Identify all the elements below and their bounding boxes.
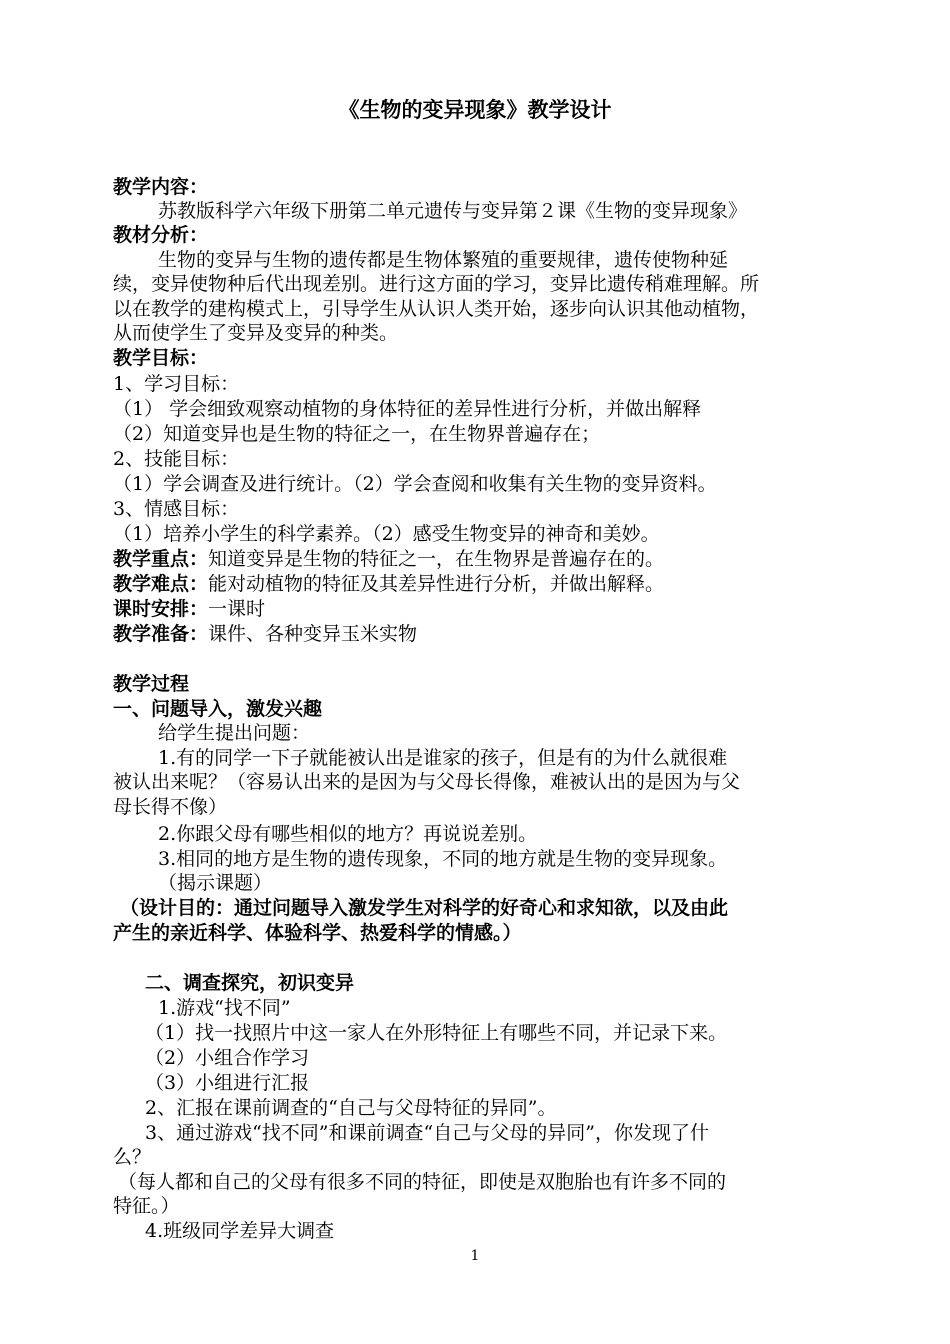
difficulty-text: 能对动植物的特征及其差异性进行分析，并做出解释。: [208, 573, 665, 595]
section2-line: （每人都和自己的父母有很多不同的特征，即使是双胞胎也有许多不同的: [118, 1171, 727, 1193]
section1-title: 一、问题导入，激发兴趣: [113, 698, 323, 720]
analysis-line: 生物的变异与生物的遗传都是生物体繁殖的重要规律，遗传使物种延: [158, 249, 729, 271]
section2-line: （3）小组进行汇报: [145, 1072, 310, 1094]
page-number: 1: [470, 1248, 480, 1264]
section1-line: 母长得不像）: [113, 796, 228, 818]
section2-line: 1.游戏“找不同”: [158, 997, 291, 1019]
difficulty-label: 教学难点：: [113, 573, 209, 595]
analysis-label: 教材分析：: [113, 224, 209, 246]
goals-line: （1） 学会细致观察动植物的身体特征的差异性进行分析，并做出解释: [113, 398, 702, 420]
section2-line: 4.班级同学差异大调查: [145, 1220, 335, 1242]
section1-line: 2.你跟父母有哪些相似的地方？再说说差别。: [158, 823, 538, 845]
section2-line: 特征。）: [113, 1195, 180, 1217]
content-label: 教学内容：: [113, 176, 209, 198]
key-point-row: [113, 547, 853, 571]
analysis-line: 续，变异使物种后代出现差别。进行这方面的学习，变异比遗传稍难理解。所: [113, 273, 760, 295]
section1-line: （揭示课题）: [158, 872, 273, 894]
page-title: 《生物的变异现象》教学设计: [338, 97, 612, 122]
goals-line: 2、技能目标：: [113, 448, 240, 470]
section1-line: 3.相同的地方是生物的遗传现象，不同的地方就是生物的变异现象。: [158, 848, 728, 870]
analysis-line: 以在教学的建构模式上，引导学生从认识人类开始，逐步向认识其他动植物，: [113, 298, 760, 320]
analysis-line: 从而使学生了变异及变异的种类。: [113, 322, 399, 344]
section2-line: （2）小组合作学习: [145, 1047, 310, 1069]
design-purpose-line: （设计目的：通过问题导入激发学生对科学的好奇心和求知欲，以及由此: [120, 897, 729, 919]
section1-line: 被认出来呢？（容易认出来的是因为与父母长得像，难被认出的是因为与父: [113, 771, 741, 793]
preparation-label: 教学准备：: [113, 623, 209, 645]
content-text: 苏教版科学六年级下册第二单元遗传与变异第２课《生物的变异现象》: [158, 200, 748, 222]
difficulty-row: [113, 572, 853, 596]
section1-line: 给学生提出问题：: [158, 722, 311, 744]
goals-line: （1）培养小学生的科学素养。（2）感受生物变异的神奇和美妙。: [113, 523, 660, 545]
process-heading: 教学过程: [113, 673, 190, 695]
preparation-row: [113, 622, 853, 646]
key-point-text: 知道变异是生物的特征之一，在生物界是普遍存在的。: [208, 548, 665, 570]
schedule-text: 一课时: [208, 598, 266, 620]
section2-line: 么？: [113, 1146, 152, 1168]
section2-line: 2、汇报在课前调查的“自己与父母特征的异同”。: [145, 1097, 557, 1119]
section2-title: 二、调查探究，初识变异: [145, 972, 355, 994]
schedule-label: 课时安排：: [113, 598, 209, 620]
preparation-text: 课件、各种变异玉米实物: [208, 623, 418, 645]
goals-line: （2）知道变异也是生物的特征之一，在生物界普遍存在；: [113, 423, 601, 445]
goals-line: 3、情感目标：: [113, 498, 240, 520]
goals-line: （1）学会调查及进行统计。（2）学会查阅和收集有关生物的变异资料。: [113, 473, 717, 495]
goals-line: 1、学习目标：: [113, 373, 240, 395]
design-purpose-line: 产生的亲近科学、体验科学、热爱科学的情感。）: [113, 922, 522, 944]
section2-line: 3、通过游戏“找不同”和课前调查“自己与父母的异同”，你发现了什: [145, 1122, 709, 1144]
schedule-row: [113, 597, 853, 621]
key-point-label: 教学重点：: [113, 548, 209, 570]
section2-line: （1）找一找照片中这一家人在外形特征上有哪些不同，并记录下来。: [145, 1022, 728, 1044]
goals-label: 教学目标：: [113, 347, 209, 369]
section1-line: 1.有的同学一下子就能被认出是谁家的孩子，但是有的为什么就很难: [158, 747, 728, 769]
